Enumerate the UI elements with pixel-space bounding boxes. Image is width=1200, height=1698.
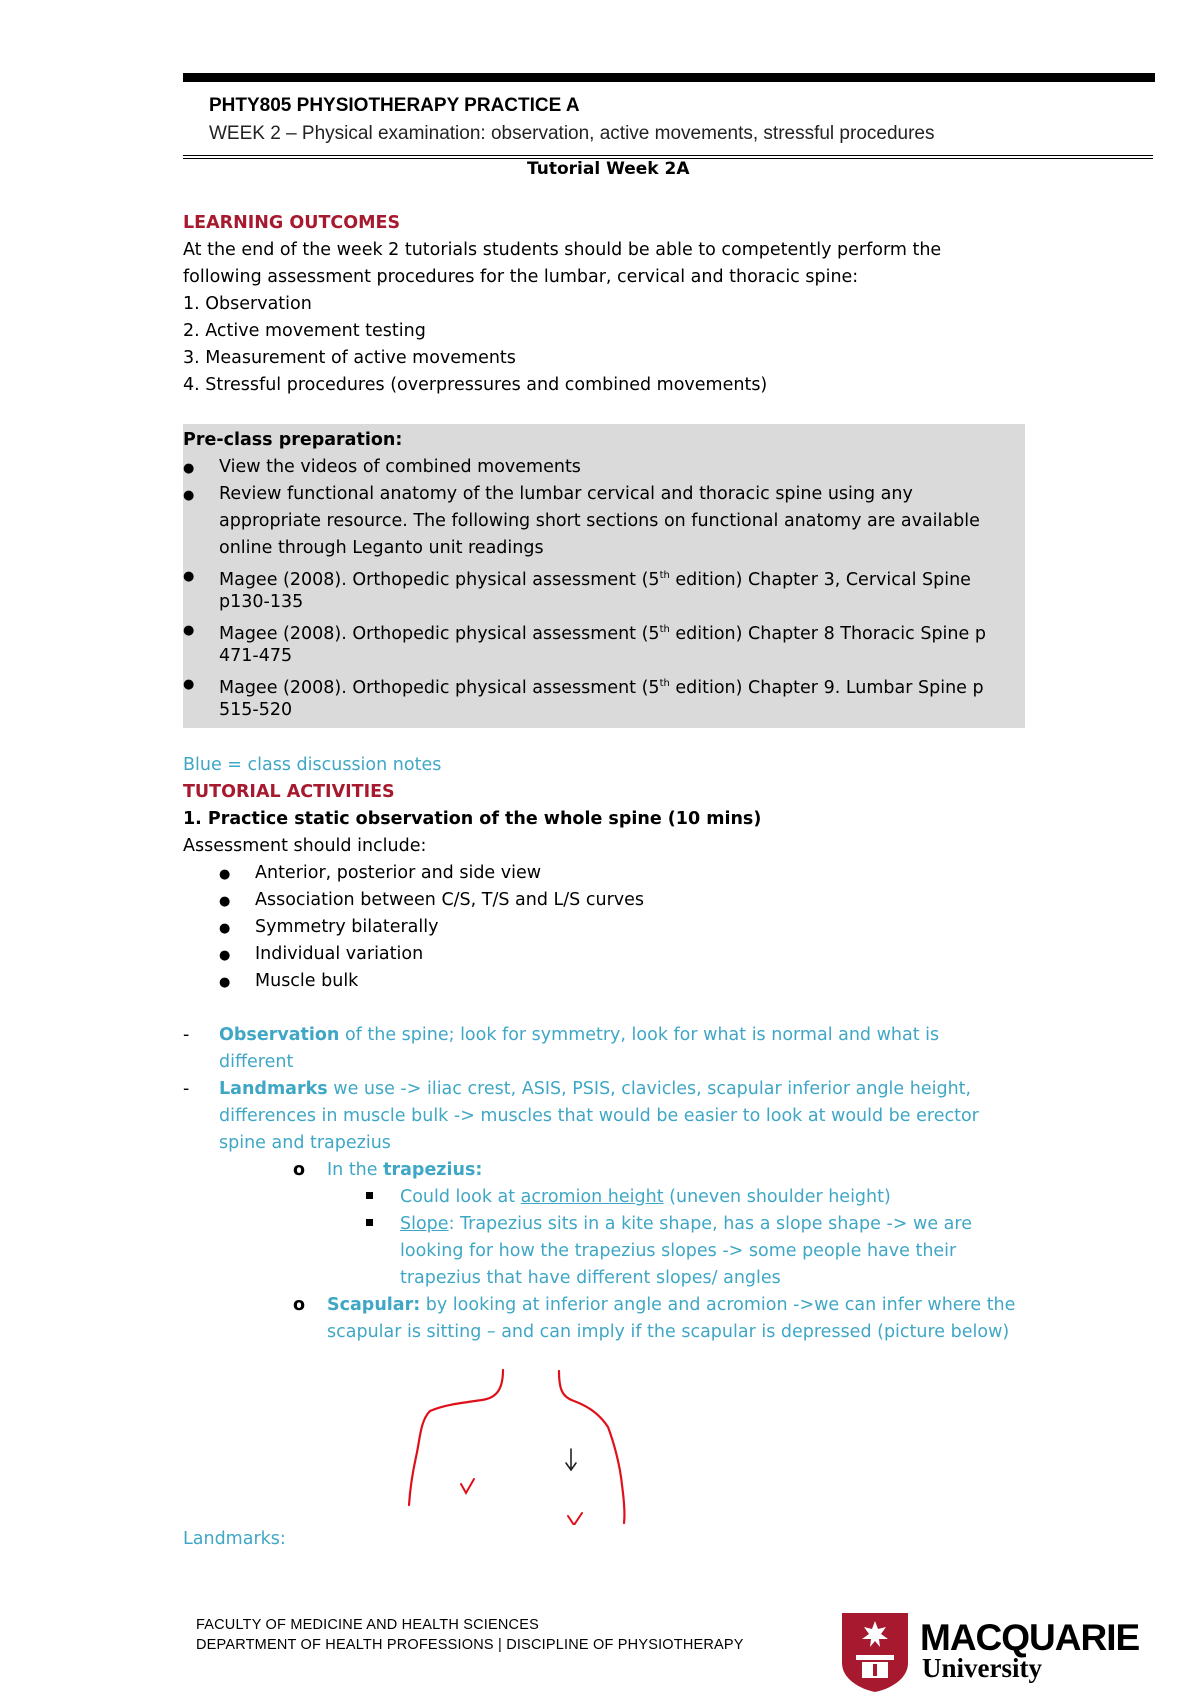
preclass-heading: Pre-class preparation: [183, 430, 403, 450]
square-bullet-icon [366, 1192, 373, 1199]
note-scapular: Scapular: by looking at inferior angle and acromion ->we can infer where the [327, 1295, 1016, 1315]
assessment-intro: Assessment should include: [183, 836, 427, 856]
week-subtitle: WEEK 2 – Physical examination: observation, active movements, stressful procedures [209, 123, 935, 144]
bullet-icon: ● [219, 921, 231, 936]
logo-wordmark: MACQUARIE [920, 1617, 1140, 1658]
bullet-icon: ● [183, 488, 195, 503]
outcomes-intro-1: At the end of the week 2 tutorials students should be able to competently perform the [183, 240, 942, 260]
bullet-icon: ● [219, 867, 231, 882]
bullet-icon: ● [219, 894, 231, 909]
course-title: PHTY805 PHYSIOTHERAPY PRACTICE A [209, 95, 580, 116]
preclass-item: View the videos of combined movements [219, 457, 581, 477]
blue-legend: Blue = class discussion notes [183, 755, 442, 775]
outcome-item: 2. Active movement testing [183, 321, 426, 341]
bullet-icon: ● [219, 948, 231, 963]
bullet-icon: ● [183, 461, 195, 476]
tutorial-title: Tutorial Week 2A [527, 159, 690, 179]
bullet-icon: ● [183, 569, 195, 584]
activity-1-title: 1. Practice static observation of the whole spine (10 mins) [183, 809, 762, 829]
note-slope-cont: trapezius that have different slopes/ angles [400, 1268, 781, 1288]
outcome-item: 3. Measurement of active movements [183, 348, 516, 368]
note-landmarks-cont: differences in muscle bulk -> muscles that would be easier to look at would be erector [219, 1106, 979, 1126]
assessment-item: Muscle bulk [255, 971, 359, 991]
footer-department: DEPARTMENT OF HEALTH PROFESSIONS | DISCIPLINE OF PHYSIOTHERAPY [196, 1637, 744, 1653]
landmarks-label: Landmarks: [183, 1529, 286, 1549]
scapula-sketch [400, 1365, 640, 1525]
dash-marker: - [183, 1025, 190, 1045]
preclass-item-cont: online through Leganto unit readings [219, 538, 544, 558]
note-acromion: Could look at acromion height (uneven shoulder height) [400, 1187, 891, 1207]
macquarie-logo-icon [840, 1611, 910, 1693]
reading-cervical: Magee (2008). Orthopedic physical assessment (5th edition) Chapter 3, Cervical Spine [219, 569, 971, 590]
note-landmarks: Landmarks we use -> iliac crest, ASIS, PSIS, clavicles, scapular inferior angle height, [219, 1079, 972, 1099]
note-observation-cont: different [219, 1052, 294, 1072]
outcome-item: 1. Observation [183, 294, 312, 314]
assessment-item: Individual variation [255, 944, 424, 964]
square-bullet-icon [366, 1219, 373, 1226]
note-trapezius: In the trapezius: [327, 1160, 483, 1180]
reading-thoracic-pages: 471-475 [219, 646, 293, 666]
assessment-item: Symmetry bilaterally [255, 917, 439, 937]
logo-subword: University [922, 1653, 1042, 1683]
circle-bullet-icon: o [293, 1295, 306, 1315]
reading-lumbar: Magee (2008). Orthopedic physical assessment (5th edition) Chapter 9. Lumbar Spine p [219, 677, 984, 698]
assessment-item: Anterior, posterior and side view [255, 863, 542, 883]
learning-outcomes-heading: LEARNING OUTCOMES [183, 213, 401, 233]
note-slope: Slope: Trapezius sits in a kite shape, has a slope shape -> we are [400, 1214, 972, 1234]
bullet-icon: ● [219, 975, 231, 990]
dash-marker: - [183, 1079, 190, 1099]
reading-lumbar-pages: 515-520 [219, 700, 293, 720]
reading-cervical-pages: p130-135 [219, 592, 304, 612]
reading-thoracic: Magee (2008). Orthopedic physical assessment (5th edition) Chapter 8 Thoracic Spine p [219, 623, 986, 644]
header-top-rule [183, 73, 1155, 82]
circle-bullet-icon: o [293, 1160, 306, 1180]
outcomes-intro-2: following assessment procedures for the lumbar, cervical and thoracic spine: [183, 267, 859, 287]
bullet-icon: ● [183, 623, 195, 638]
bullet-icon: ● [183, 677, 195, 692]
note-scapular-cont: scapular is sitting – and can imply if the scapular is depressed (picture below) [327, 1322, 1010, 1342]
preclass-item-cont: appropriate resource. The following short sections on functional anatomy are available [219, 511, 980, 531]
note-slope-cont: looking for how the trapezius slopes -> some people have their [400, 1241, 957, 1261]
outcome-item: 4. Stressful procedures (overpressures and combined movements) [183, 375, 768, 395]
note-landmarks-cont: spine and trapezius [219, 1133, 391, 1153]
preclass-item: Review functional anatomy of the lumbar cervical and thoracic spine using any [219, 484, 913, 504]
tutorial-activities-heading: TUTORIAL ACTIVITIES [183, 782, 395, 802]
note-observation: Observation of the spine; look for symmetry, look for what is normal and what is [219, 1025, 940, 1045]
assessment-item: Association between C/S, T/S and L/S curves [255, 890, 644, 910]
footer-faculty: FACULTY OF MEDICINE AND HEALTH SCIENCES [196, 1617, 539, 1633]
